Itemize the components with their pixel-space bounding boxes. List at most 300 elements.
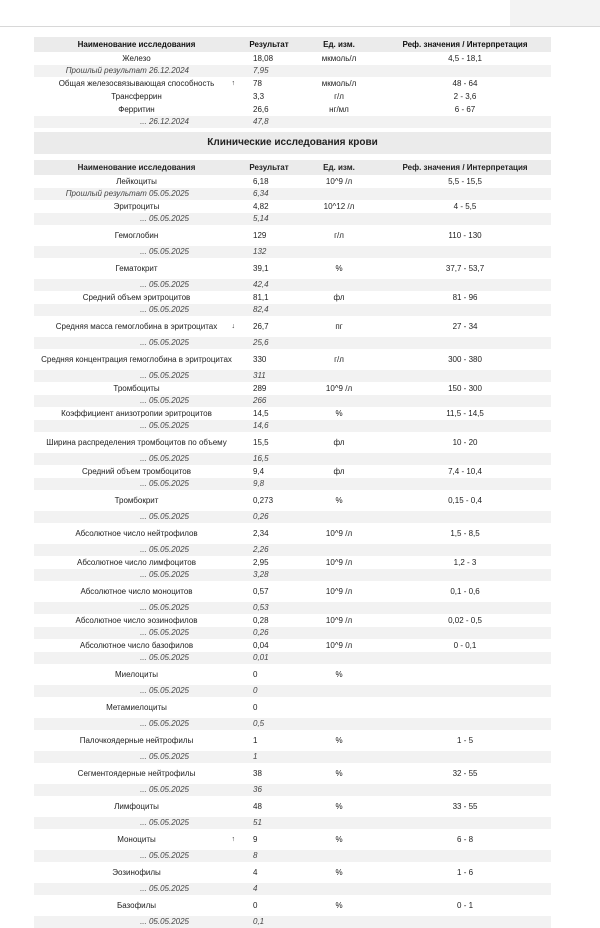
previous-result-row bbox=[34, 850, 551, 862]
previous-result-value: 5,14 bbox=[239, 213, 299, 225]
previous-result-row bbox=[34, 116, 551, 128]
previous-result-row bbox=[34, 718, 551, 730]
previous-result-value: 3,28 bbox=[239, 569, 299, 581]
previous-result-value: 47,8 bbox=[239, 116, 299, 128]
test-unit: г/л bbox=[334, 91, 344, 101]
previous-result-row bbox=[34, 602, 551, 614]
table-row bbox=[34, 614, 551, 627]
test-unit: % bbox=[335, 408, 343, 418]
table-row bbox=[34, 103, 551, 116]
test-name: Трансферрин bbox=[111, 91, 162, 101]
previous-result-value: 0,5 bbox=[239, 718, 299, 730]
previous-result-label: ... 05.05.2025 bbox=[34, 883, 239, 895]
previous-result-label: ... 05.05.2025 bbox=[34, 279, 239, 291]
empty-cell bbox=[379, 395, 551, 407]
header-unit: Ед. изм. bbox=[299, 160, 379, 175]
test-name: Средняя масса гемоглобина в эритроцитах ↓ bbox=[55, 321, 235, 331]
previous-result-row bbox=[34, 304, 551, 316]
previous-result-value: 0,01 bbox=[239, 652, 299, 664]
test-name: Миелоциты bbox=[115, 669, 158, 679]
test-name: Метамиелоциты bbox=[106, 702, 167, 712]
test-name: Абсолютное число эозинофилов bbox=[75, 615, 198, 625]
empty-cell bbox=[299, 453, 379, 465]
previous-result-row bbox=[34, 337, 551, 349]
table-row bbox=[34, 796, 551, 817]
test-name: Абсолютное число базофилов bbox=[79, 640, 194, 650]
previous-result-label: ... 05.05.2025 bbox=[34, 569, 239, 581]
test-result: 14,5 bbox=[253, 408, 269, 418]
empty-cell bbox=[299, 246, 379, 258]
table-row bbox=[34, 291, 551, 304]
test-unit: 10^9 /л bbox=[325, 640, 353, 650]
test-unit: фл bbox=[333, 292, 345, 302]
previous-result-value: 266 bbox=[239, 395, 299, 407]
empty-cell bbox=[299, 65, 379, 77]
previous-result-row bbox=[34, 627, 551, 639]
test-unit: г/л bbox=[334, 354, 344, 364]
test-name: Средний объем эритроцитов bbox=[82, 292, 191, 302]
test-unit: % bbox=[335, 834, 343, 844]
previous-result-row bbox=[34, 65, 551, 77]
test-unit: мкмоль/л bbox=[321, 78, 357, 88]
previous-result-row bbox=[34, 685, 551, 697]
test-reference: 81 - 96 bbox=[452, 292, 478, 302]
test-result: 9 bbox=[253, 834, 258, 844]
table-row bbox=[34, 829, 551, 850]
table-row bbox=[34, 556, 551, 569]
previous-result-row bbox=[34, 453, 551, 465]
table-row bbox=[34, 382, 551, 395]
previous-result-row bbox=[34, 478, 551, 490]
empty-cell bbox=[299, 395, 379, 407]
arrow-down-icon: ↓ bbox=[231, 322, 235, 330]
test-name: Ферритин bbox=[118, 104, 155, 114]
test-unit bbox=[299, 697, 379, 718]
empty-cell bbox=[379, 213, 551, 225]
previous-result-value: 9,8 bbox=[239, 478, 299, 490]
test-reference bbox=[379, 697, 551, 718]
test-reference: 37,7 - 53,7 bbox=[445, 263, 485, 273]
iron-rows bbox=[34, 52, 551, 128]
test-result: 0,273 bbox=[253, 495, 274, 505]
empty-cell bbox=[299, 279, 379, 291]
table-header bbox=[34, 37, 551, 52]
previous-result-label: ... 05.05.2025 bbox=[34, 246, 239, 258]
header-result: Результат bbox=[239, 160, 299, 175]
test-unit: % bbox=[335, 768, 343, 778]
table-row bbox=[34, 763, 551, 784]
test-result: 2,34 bbox=[253, 528, 269, 538]
empty-cell bbox=[299, 478, 379, 490]
test-result: 1 bbox=[253, 735, 258, 745]
previous-result-label: ... 05.05.2025 bbox=[34, 718, 239, 730]
previous-result-label: ... 05.05.2025 bbox=[34, 544, 239, 556]
table-row bbox=[34, 316, 551, 337]
previous-result-label: ... 05.05.2025 bbox=[34, 602, 239, 614]
empty-cell bbox=[379, 453, 551, 465]
test-result: 0 bbox=[253, 702, 258, 712]
test-name: Сегментоядерные нейтрофилы bbox=[77, 768, 196, 778]
test-unit: 10^12 /л bbox=[323, 201, 355, 211]
previous-result-label: ... 05.05.2025 bbox=[34, 652, 239, 664]
test-reference: 110 - 130 bbox=[448, 230, 482, 240]
previous-result-value: 82,4 bbox=[239, 304, 299, 316]
empty-cell bbox=[379, 784, 551, 796]
empty-cell bbox=[379, 304, 551, 316]
empty-cell bbox=[299, 627, 379, 639]
empty-cell bbox=[379, 188, 551, 200]
test-name: Абсолютное число моноцитов bbox=[80, 586, 193, 596]
previous-result-label: ... 05.05.2025 bbox=[34, 627, 239, 639]
test-result: 81,1 bbox=[253, 292, 269, 302]
previous-result-label: ... 05.05.2025 bbox=[34, 304, 239, 316]
test-reference: 27 - 34 bbox=[452, 321, 478, 331]
table-row bbox=[34, 407, 551, 420]
empty-cell bbox=[379, 65, 551, 77]
previous-result-value: 0,26 bbox=[239, 627, 299, 639]
test-name: Средний объем тромбоцитов bbox=[81, 466, 191, 476]
empty-cell bbox=[299, 718, 379, 730]
empty-cell bbox=[379, 718, 551, 730]
table-row bbox=[34, 895, 551, 916]
header-ref: Реф. значения / Интерпретация bbox=[379, 37, 551, 52]
test-result: 78 bbox=[253, 78, 262, 88]
test-result: 2,95 bbox=[253, 557, 269, 567]
empty-cell bbox=[299, 685, 379, 697]
test-reference: 0,1 - 0,6 bbox=[450, 586, 480, 596]
test-reference: 0 - 0,1 bbox=[453, 640, 477, 650]
table-row bbox=[34, 664, 551, 685]
test-result: 9,4 bbox=[253, 466, 265, 476]
test-reference: 1,2 - 3 bbox=[453, 557, 477, 567]
table-row bbox=[34, 90, 551, 103]
test-reference: 48 - 64 bbox=[452, 78, 478, 88]
test-name: Моноциты ↑ bbox=[117, 834, 235, 844]
header-name: Наименование исследования bbox=[34, 37, 239, 52]
table-row bbox=[34, 225, 551, 246]
previous-result-row bbox=[34, 883, 551, 895]
test-name: Гематокрит bbox=[115, 263, 158, 273]
previous-result-value: 16,5 bbox=[239, 453, 299, 465]
empty-cell bbox=[299, 188, 379, 200]
table-row bbox=[34, 465, 551, 478]
empty-cell bbox=[299, 511, 379, 523]
table-row bbox=[34, 581, 551, 602]
empty-cell bbox=[379, 627, 551, 639]
empty-cell bbox=[379, 246, 551, 258]
test-unit: 10^9 /л bbox=[325, 528, 353, 538]
previous-result-label: Прошлый результат 05.05.2025 bbox=[34, 188, 239, 200]
empty-cell bbox=[379, 685, 551, 697]
previous-result-label: ... 05.05.2025 bbox=[34, 420, 239, 432]
test-result: 4 bbox=[253, 867, 258, 877]
test-unit: нг/мл bbox=[329, 104, 349, 114]
test-result: 3,3 bbox=[253, 91, 265, 101]
previous-result-row bbox=[34, 652, 551, 664]
test-result: 15,5 bbox=[253, 437, 269, 447]
test-result: 0,57 bbox=[253, 586, 269, 596]
test-name: Тромбокрит bbox=[114, 495, 159, 505]
test-reference: 150 - 300 bbox=[448, 383, 482, 393]
test-name: Общая железосвязывающая способность ↑ bbox=[58, 78, 235, 88]
top-bar bbox=[0, 0, 600, 27]
previous-result-value: 8 bbox=[239, 850, 299, 862]
empty-cell bbox=[299, 544, 379, 556]
arrow-up-icon: ↑ bbox=[231, 79, 235, 87]
empty-cell bbox=[299, 569, 379, 581]
test-unit: 10^9 /л bbox=[325, 557, 353, 567]
empty-cell bbox=[299, 652, 379, 664]
blood-rows bbox=[34, 175, 551, 928]
test-reference: 4 - 5,5 bbox=[453, 201, 477, 211]
test-result: 0,28 bbox=[253, 615, 269, 625]
empty-cell bbox=[299, 602, 379, 614]
previous-result-label: ... 05.05.2025 bbox=[34, 685, 239, 697]
test-result: 289 bbox=[253, 383, 267, 393]
previous-result-row bbox=[34, 784, 551, 796]
test-unit: % bbox=[335, 263, 343, 273]
header-result: Результат bbox=[239, 37, 299, 52]
previous-result-row bbox=[34, 544, 551, 556]
empty-cell bbox=[299, 116, 379, 128]
previous-result-value: 0,26 bbox=[239, 511, 299, 523]
empty-cell bbox=[379, 511, 551, 523]
previous-result-row bbox=[34, 751, 551, 763]
previous-result-row bbox=[34, 370, 551, 382]
test-result: 129 bbox=[253, 230, 267, 240]
test-name: Средняя концентрация гемоглобина в эритроцитах bbox=[41, 354, 232, 364]
table-row bbox=[34, 77, 551, 90]
test-name: Базофилы bbox=[116, 900, 157, 910]
test-result: 0 bbox=[253, 669, 258, 679]
test-unit: мкмоль/л bbox=[321, 53, 357, 63]
previous-result-label: Прошлый результат 26.12.2024 bbox=[34, 65, 239, 77]
test-reference: 0,15 - 0,4 bbox=[448, 495, 482, 505]
table-row bbox=[34, 639, 551, 652]
empty-cell bbox=[299, 850, 379, 862]
previous-result-label: ... 05.05.2025 bbox=[34, 511, 239, 523]
empty-cell bbox=[379, 850, 551, 862]
test-name: Лимфоциты bbox=[114, 801, 159, 811]
test-name: Эритроциты bbox=[113, 201, 160, 211]
empty-cell bbox=[379, 370, 551, 382]
previous-result-row bbox=[34, 279, 551, 291]
previous-result-label: ... 26.12.2024 bbox=[34, 116, 239, 128]
previous-result-row bbox=[34, 817, 551, 829]
previous-result-value: 132 bbox=[239, 246, 299, 258]
empty-cell bbox=[299, 370, 379, 382]
table-header bbox=[34, 160, 551, 175]
test-result: 38 bbox=[253, 768, 262, 778]
test-reference: 33 - 55 bbox=[452, 801, 478, 811]
previous-result-label: ... 05.05.2025 bbox=[34, 213, 239, 225]
previous-result-label: ... 05.05.2025 bbox=[34, 478, 239, 490]
test-unit: фл bbox=[333, 466, 345, 476]
table-row bbox=[34, 175, 551, 188]
empty-cell bbox=[299, 751, 379, 763]
previous-result-label: ... 05.05.2025 bbox=[34, 850, 239, 862]
test-name: Гемоглобин bbox=[114, 230, 159, 240]
previous-result-value: 4 bbox=[239, 883, 299, 895]
test-result: 26,6 bbox=[253, 104, 269, 114]
test-result: 26,7 bbox=[253, 321, 269, 331]
empty-cell bbox=[299, 883, 379, 895]
previous-result-row bbox=[34, 188, 551, 200]
test-unit: % bbox=[335, 801, 343, 811]
empty-cell bbox=[299, 817, 379, 829]
previous-result-label: ... 05.05.2025 bbox=[34, 395, 239, 407]
empty-cell bbox=[379, 544, 551, 556]
test-reference: 6 - 67 bbox=[454, 104, 476, 114]
test-reference: 4,5 - 18,1 bbox=[448, 53, 482, 63]
test-reference: 1,5 - 8,5 bbox=[450, 528, 480, 538]
empty-cell bbox=[379, 279, 551, 291]
results-sheet bbox=[34, 37, 551, 928]
section-title: Клинические исследования крови bbox=[34, 132, 551, 154]
empty-cell bbox=[299, 916, 379, 928]
previous-result-label: ... 05.05.2025 bbox=[34, 370, 239, 382]
table-row bbox=[34, 730, 551, 751]
previous-result-value: 42,4 bbox=[239, 279, 299, 291]
previous-result-value: 36 bbox=[239, 784, 299, 796]
test-reference: 7,4 - 10,4 bbox=[448, 466, 482, 476]
previous-result-value: 0,1 bbox=[239, 916, 299, 928]
test-unit: фл bbox=[333, 437, 345, 447]
test-unit: % bbox=[335, 669, 343, 679]
test-name: Коэффициент анизотропии эритроцитов bbox=[61, 408, 212, 418]
previous-result-row bbox=[34, 511, 551, 523]
previous-result-label: ... 05.05.2025 bbox=[34, 337, 239, 349]
test-name: Абсолютное число лимфоцитов bbox=[77, 557, 196, 567]
test-result: 18,08 bbox=[253, 53, 274, 63]
top-bar-shade bbox=[510, 0, 600, 26]
test-result: 4,82 bbox=[253, 201, 269, 211]
test-reference: 32 - 55 bbox=[452, 768, 478, 778]
test-unit: 10^9 /л bbox=[325, 176, 353, 186]
test-name: Тромбоциты bbox=[113, 383, 160, 393]
empty-cell bbox=[379, 420, 551, 432]
previous-result-row bbox=[34, 395, 551, 407]
empty-cell bbox=[379, 116, 551, 128]
test-result: 0 bbox=[253, 900, 258, 910]
test-result: 39,1 bbox=[253, 263, 269, 273]
previous-result-row bbox=[34, 246, 551, 258]
test-reference: 5,5 - 15,5 bbox=[448, 176, 482, 186]
test-name: Ширина распределения тромбоцитов по объему bbox=[46, 437, 227, 447]
test-name: Лейкоциты bbox=[116, 176, 157, 186]
table-row bbox=[34, 349, 551, 370]
test-reference: 6 - 8 bbox=[457, 834, 474, 844]
test-unit: % bbox=[335, 495, 343, 505]
test-name: Железо bbox=[122, 53, 151, 63]
test-reference: 300 - 380 bbox=[448, 354, 482, 364]
previous-result-value: 25,6 bbox=[239, 337, 299, 349]
table-row bbox=[34, 258, 551, 279]
empty-cell bbox=[299, 420, 379, 432]
test-result: 0,04 bbox=[253, 640, 269, 650]
previous-result-row bbox=[34, 569, 551, 581]
empty-cell bbox=[379, 916, 551, 928]
empty-cell bbox=[299, 784, 379, 796]
test-unit: г/л bbox=[334, 230, 344, 240]
test-unit: 10^9 /л bbox=[325, 615, 353, 625]
test-reference: 10 - 20 bbox=[452, 437, 478, 447]
test-unit: 10^9 /л bbox=[325, 586, 353, 596]
empty-cell bbox=[379, 817, 551, 829]
previous-result-value: 0 bbox=[239, 685, 299, 697]
empty-cell bbox=[379, 883, 551, 895]
previous-result-row bbox=[34, 420, 551, 432]
previous-result-row bbox=[34, 213, 551, 225]
previous-result-label: ... 05.05.2025 bbox=[34, 784, 239, 796]
test-unit: % bbox=[335, 867, 343, 877]
test-unit: пг bbox=[335, 321, 343, 331]
table-row bbox=[34, 697, 551, 718]
test-reference: 11,5 - 14,5 bbox=[446, 408, 484, 418]
header-name: Наименование исследования bbox=[34, 160, 239, 175]
empty-cell bbox=[379, 478, 551, 490]
previous-result-value: 51 bbox=[239, 817, 299, 829]
empty-cell bbox=[299, 337, 379, 349]
test-reference: 0,02 - 0,5 bbox=[448, 615, 482, 625]
test-name: Абсолютное число нейтрофилов bbox=[75, 528, 198, 538]
test-reference: 1 - 5 bbox=[457, 735, 474, 745]
table-row bbox=[34, 523, 551, 544]
test-name: Эозинофилы bbox=[112, 867, 161, 877]
previous-result-label: ... 05.05.2025 bbox=[34, 453, 239, 465]
previous-result-label: ... 05.05.2025 bbox=[34, 916, 239, 928]
test-result: 6,18 bbox=[253, 176, 269, 186]
header-ref: Реф. значения / Интерпретация bbox=[379, 160, 551, 175]
test-unit: % bbox=[335, 735, 343, 745]
empty-cell bbox=[299, 213, 379, 225]
table-row bbox=[34, 52, 551, 65]
previous-result-label: ... 05.05.2025 bbox=[34, 817, 239, 829]
empty-cell bbox=[379, 751, 551, 763]
test-unit: % bbox=[335, 900, 343, 910]
empty-cell bbox=[379, 569, 551, 581]
table-row bbox=[34, 432, 551, 453]
previous-result-label: ... 05.05.2025 bbox=[34, 751, 239, 763]
test-reference bbox=[379, 664, 551, 685]
table-row bbox=[34, 490, 551, 511]
results-table-iron bbox=[34, 37, 551, 128]
previous-result-value: 311 bbox=[239, 370, 299, 382]
results-table-blood bbox=[34, 132, 551, 928]
arrow-up-icon: ↑ bbox=[231, 835, 235, 843]
previous-result-value: 6,34 bbox=[239, 188, 299, 200]
header-unit: Ед. изм. bbox=[299, 37, 379, 52]
empty-cell bbox=[379, 337, 551, 349]
test-result: 330 bbox=[253, 354, 267, 364]
previous-result-value: 0,53 bbox=[239, 602, 299, 614]
test-result: 48 bbox=[253, 801, 262, 811]
previous-result-value: 1 bbox=[239, 751, 299, 763]
previous-result-row bbox=[34, 916, 551, 928]
test-unit: 10^9 /л bbox=[325, 383, 353, 393]
previous-result-value: 14,6 bbox=[239, 420, 299, 432]
empty-cell bbox=[379, 602, 551, 614]
test-name: Палочкоядерные нейтрофилы bbox=[79, 735, 194, 745]
previous-result-value: 2,26 bbox=[239, 544, 299, 556]
empty-cell bbox=[379, 652, 551, 664]
test-reference: 2 - 3,6 bbox=[453, 91, 477, 101]
empty-cell bbox=[299, 304, 379, 316]
previous-result-value: 7,95 bbox=[239, 65, 299, 77]
test-reference: 0 - 1 bbox=[457, 900, 474, 910]
table-row bbox=[34, 200, 551, 213]
test-reference: 1 - 6 bbox=[457, 867, 474, 877]
